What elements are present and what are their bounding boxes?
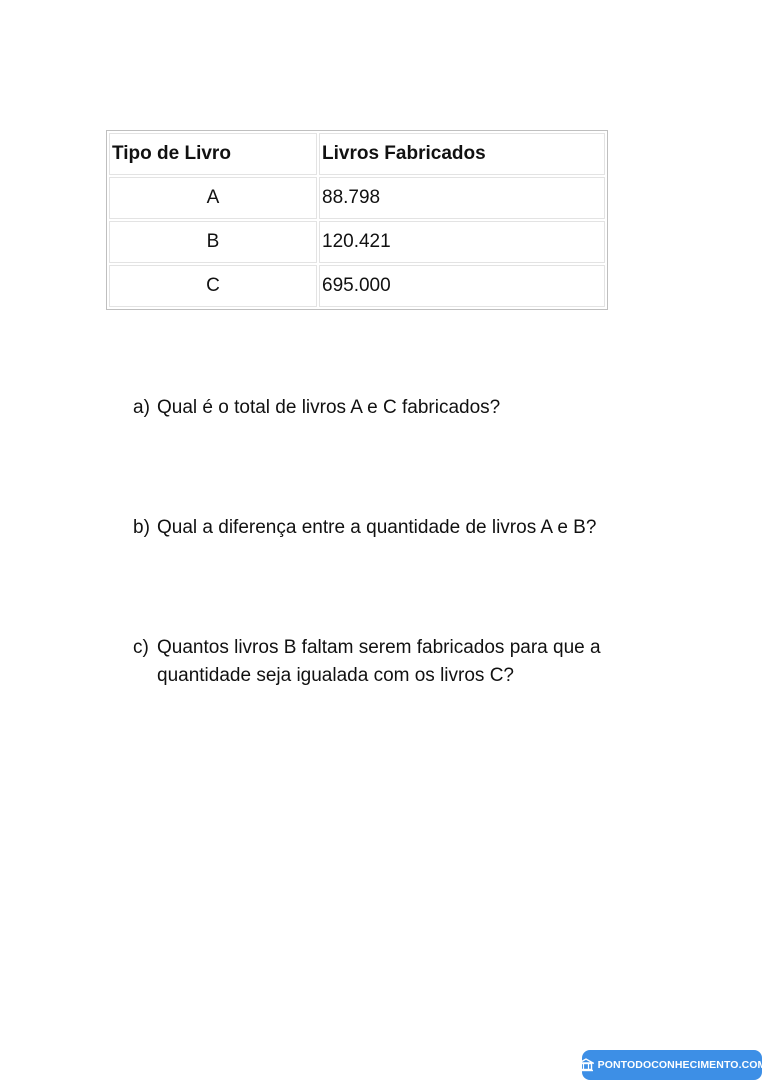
question-text: Qual é o total de livros A e C fabricados? bbox=[157, 397, 501, 418]
header-books-made: Livros Fabricados bbox=[319, 133, 605, 175]
table-header-row bbox=[109, 133, 605, 175]
question-letter: b) bbox=[133, 517, 150, 538]
watermark-text: PONTODOCONHECIMENTO.COM bbox=[597, 1059, 767, 1071]
books-made-cell: 695.000 bbox=[319, 265, 605, 307]
question-b bbox=[133, 514, 673, 542]
book-type-cell: C bbox=[109, 265, 317, 307]
book-type-cell: A bbox=[109, 177, 317, 219]
question-c bbox=[133, 634, 653, 690]
watermark-badge bbox=[582, 1050, 767, 1080]
books-table bbox=[106, 130, 608, 310]
school-icon bbox=[578, 1058, 594, 1072]
question-letter: a) bbox=[133, 397, 150, 418]
table-row bbox=[109, 177, 605, 219]
books-made-cell: 88.798 bbox=[319, 177, 605, 219]
book-type-cell: B bbox=[109, 221, 317, 263]
header-book-type: Tipo de Livro bbox=[109, 133, 317, 175]
table-row bbox=[109, 265, 605, 307]
table-row bbox=[109, 221, 605, 263]
books-made-cell: 120.421 bbox=[319, 221, 605, 263]
question-text: Quantos livros B faltam serem fabricados para que a quantidade seja igualada com os livros C? bbox=[157, 637, 601, 686]
question-letter: c) bbox=[133, 637, 149, 658]
question-a bbox=[133, 394, 673, 422]
question-text: Qual a diferença entre a quantidade de livros A e B? bbox=[157, 517, 597, 538]
